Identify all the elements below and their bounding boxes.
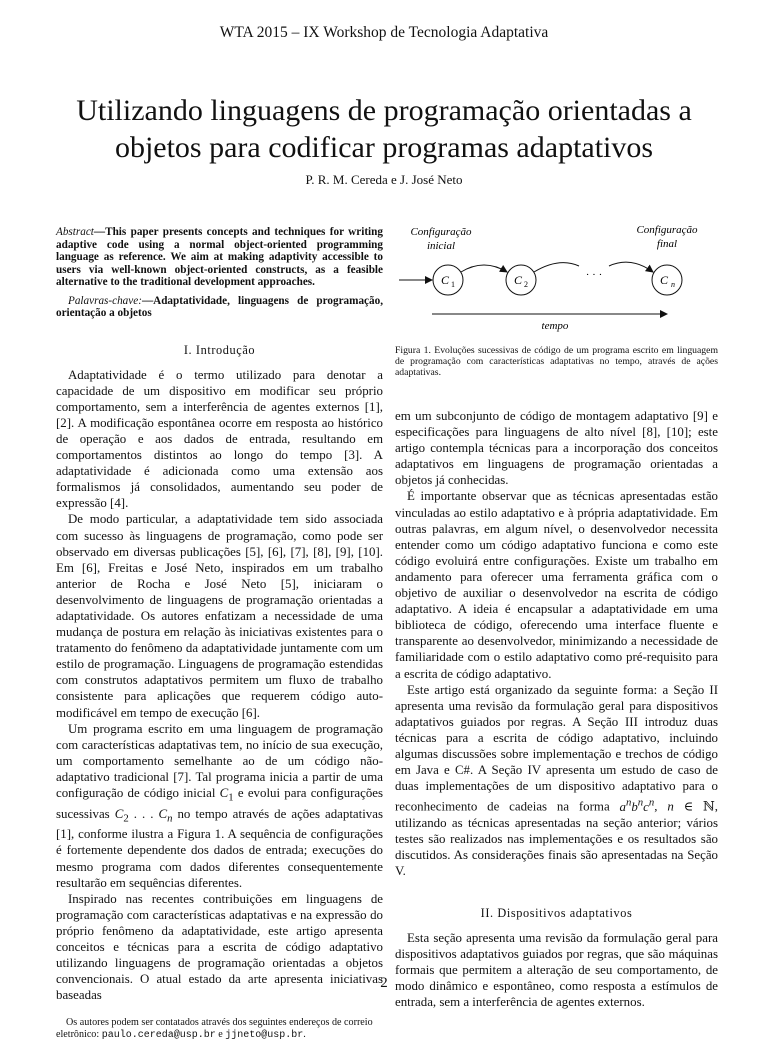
node-c2-sub: 2 — [524, 280, 528, 289]
footnote-text: Os autores podem ser contatados através dos seguintes endereços de correio eletrônico: — [56, 1017, 373, 1041]
intro-paragraph-4: Inspirado nas recentes contribuições em linguagens de programação com características adaptativas e na expressão do próprio fenômeno da adaptatividade, este artigo apresenta conceitos e técnicas para a escrita de código adaptativo utilizando linguagens de programação orientadas a objetos convencionais. O atual estado da arte apresenta iniciativas baseadas — [56, 891, 383, 1003]
intro-p3-part-c: no tempo através de ações adaptativas [1], conforme ilustra a Figura 1. A sequência de configurações é fortemente dependente dos dados de entrada; execuções do mesmo programa com dados diferentes consequentemente resultarão em sequências diferentes. — [56, 806, 383, 890]
running-header: WTA 2015 – IX Workshop de Tecnologia Adaptativa — [219, 24, 549, 41]
left-column — [56, 226, 383, 1042]
right-paragraph-2: É importante observar que as técnicas apresentadas estão vinculadas ao estilo adaptativo e à própria adaptatividade. Em outras palavras, em algum nível, o desenvolvedor necessita entender como um código adaptativo funciona e como este código evoluirá entre configurações. Existe um trabalho em andamento para oferecer uma ferramenta gráfica com o objetivo de auxiliar o desenvolvedor na escrita de código adaptativo. A ideia é encapsular a adaptatividade em uma biblioteca de código, oferecendo uma interface fluente e transparente ao desenvolvedor, minimizando a necessidade de familiaridade com o estilo adaptativo como pré-requisito para a escrita de código adaptativo. — [395, 489, 718, 681]
keywords-text: —Adaptatividade, linguagens de programação, orientação a objetos — [56, 294, 383, 319]
right-paragraph-1: em um subconjunto de código de montagem adaptativo [9] e especificações para linguagens de alto nível [8], [10]; este artigo contempla técnicas para a incorporação dos conceitos adaptativos em linguagens de programação orientadas a objetos já conhecidas. — [395, 409, 718, 488]
paper-title — [40, 92, 728, 166]
right-p3-part-b: , utilizando as técnicas apresentadas na seção anterior; vários testes são realizados nas implementações e os resultados são discutidos. As considerações finais são apresentadas na Seção V. — [395, 799, 718, 878]
right-p3-part-a: Este artigo está organizado da seguinte forma: a Seção II apresenta uma revisão da formulação geral para dispositivos adaptativos guiados por regras. A Seção III introduz duas técnicas para a escrita de código adaptativo, incluindo algumas discussões sobre implementação e trechos de código em Java e C#. A Seção IV apresenta um estudo de caso de duas implementações de um dispositivo adaptativo para o reconhecimento de cadeias na forma — [395, 682, 718, 814]
intro-paragraph-3: Um programa escrito em uma linguagem de programação com características adaptativas tem, no início de sua execução, um comportamento semelhante ao de um código não-adaptativo tradicional [7]. Tal programa inicia a partir de uma configuração de código inicial $C_1$ e evolui para configurações sucessivas $C_2$ . . . $C_n$ no tempo através de ações adaptativas [1], conforme ilustra a Figura 1. A sequência de configurações é fortemente dependente dos dados de entrada; execuções do mesmo programa com dados diferentes consequentemente resultarão em sequências diferentes. — [56, 721, 383, 890]
node-c2-label: C — [513, 273, 523, 287]
label-initial-line-1: Configuração — [410, 226, 472, 238]
keywords-lead: Palavras-chave: — [68, 294, 142, 307]
label-final-line-2: final — [656, 238, 678, 250]
figure-1 — [395, 218, 718, 338]
intro-p3-part-a: Um programa escrito em uma linguagem de programação com características adaptativas tem, no início de sua execução, um comportamento semelhante ao de um código não-adaptativo tradicional [7]. Tal programa inicia a partir de uma configuração de código inicial — [56, 721, 383, 801]
edge-c1-c2 — [461, 265, 507, 272]
right-paragraph-3: Este artigo está organizado da seguinte forma: a Seção II apresenta uma revisão da formulação geral para dispositivos adaptativos guiados por regras. A Seção III introduz duas técnicas para a escrita de código adaptativo, incluindo algumas discussões sobre implementação e trechos de código em Java e C#. A Seção IV apresenta um estudo de caso de duas implementações de um dispositivo adaptativo para o reconhecimento de cadeias na forma $a^nb^nc^n$, n ∈ ℕ, utilizando as técnicas apresentadas na seção anterior; vários testes são realizados nas implementações e os resultados são discutidos. As considerações finais são apresentadas na Seção V. — [395, 682, 718, 878]
ellipsis: · · · — [585, 269, 603, 281]
node-cn-label: C — [659, 273, 669, 287]
edge-dots-cn — [609, 262, 653, 272]
page-number: 2 — [380, 975, 388, 991]
figure-1-caption: Figura 1. Evoluções sucessivas de código de um programa escrito em linguagem de programação com características adaptativas no tempo, através de ações adaptativas. — [395, 345, 718, 379]
email-1[interactable]: paulo.cereda@usp.br — [101, 1030, 216, 1042]
section-1-heading: I. Introdução — [183, 342, 256, 357]
authors: P. R. M. Cereda e J. José Neto — [305, 172, 463, 187]
label-initial-line-2: inicial — [426, 240, 456, 252]
title-line-1: Utilizando linguagens de programação orientadas a — [76, 94, 692, 127]
intro-p3-part-b: e evolui para configurações sucessivas — [56, 786, 383, 821]
right-column — [395, 408, 718, 1011]
abstract — [56, 226, 383, 289]
abstract-text: —This paper presents concepts and techniques for writing adaptive code using a normal object-oriented programming language as reference. We aim at making adaptivity accessible to users via well-known object-oriented constructs, as a feasible alternative to the traditional development approaches. — [56, 226, 383, 288]
time-label: tempo — [541, 320, 569, 332]
intro-paragraph-2: De modo particular, a adaptatividade tem sido associada com sucesso às linguagens de programação, como pode ser observado em diversas publicações [5], [6], [7], [8], [9], [10]. Em [6], Freitas e José Neto, inspirados em um trabalho anterior de Rocha e José Neto [5], iniciaram o desenvolvimento de linguagens de programação orientadas a adaptatividade. Os autores enfatizam a necessidade de uma mudança de postura em relação às iniciativas existentes para o tratamento do fenômeno da adaptatividade juntamente com um estilo de programação. Linguagens de programação estendidas com construtos adaptativos permitem um fluxo de trabalho consistente para aplicações que requerem código auto-modificável em tempo de execução [6]. — [56, 512, 383, 720]
footnote — [56, 1017, 383, 1042]
node-c1-label: C — [440, 273, 450, 287]
keywords — [56, 295, 383, 320]
label-final-line-1: Configuração — [636, 224, 698, 236]
section-2-paragraph-1: Esta seção apresenta uma revisão da formulação geral para dispositivos adaptativos guiados por regras, que são máquinas formais que permitem a alteração de seu comportamento, de modo dinâmico e espontâneo, como resposta a estímulos de entrada, sem a interferência de agentes externos. — [395, 931, 718, 1010]
email-2[interactable]: jjneto@usp.br — [225, 1030, 304, 1042]
intro-paragraph-1: Adaptatividade é o termo utilizado para denotar a capacidade de um dispositivo em modificar seu próprio comportamento, sem a interferência de agentes externos [1], [2]. A modificação espontânea ocorre em resposta ao histórico de operação e aos dados de entrada, resultando em comportamentos distintos ao longo do tempo [3]. A adaptatividade é adicionada como uma extensão aos formalismos já consolidados, aumentando seu poder de expressão [4]. — [56, 367, 383, 511]
footnote-conj: e — [215, 1029, 226, 1041]
node-cn-sub: n — [671, 280, 675, 289]
title-line-2: objetos para codificar programas adaptativos — [114, 131, 654, 164]
footnote-end: . — [303, 1029, 306, 1041]
edge-c2-dots — [534, 263, 579, 272]
section-2-heading: II. Dispositivos adaptativos — [480, 906, 633, 921]
node-c1-sub: 1 — [451, 280, 455, 289]
figure-diagram — [395, 218, 718, 338]
abstract-lead: Abstract — [56, 226, 94, 238]
